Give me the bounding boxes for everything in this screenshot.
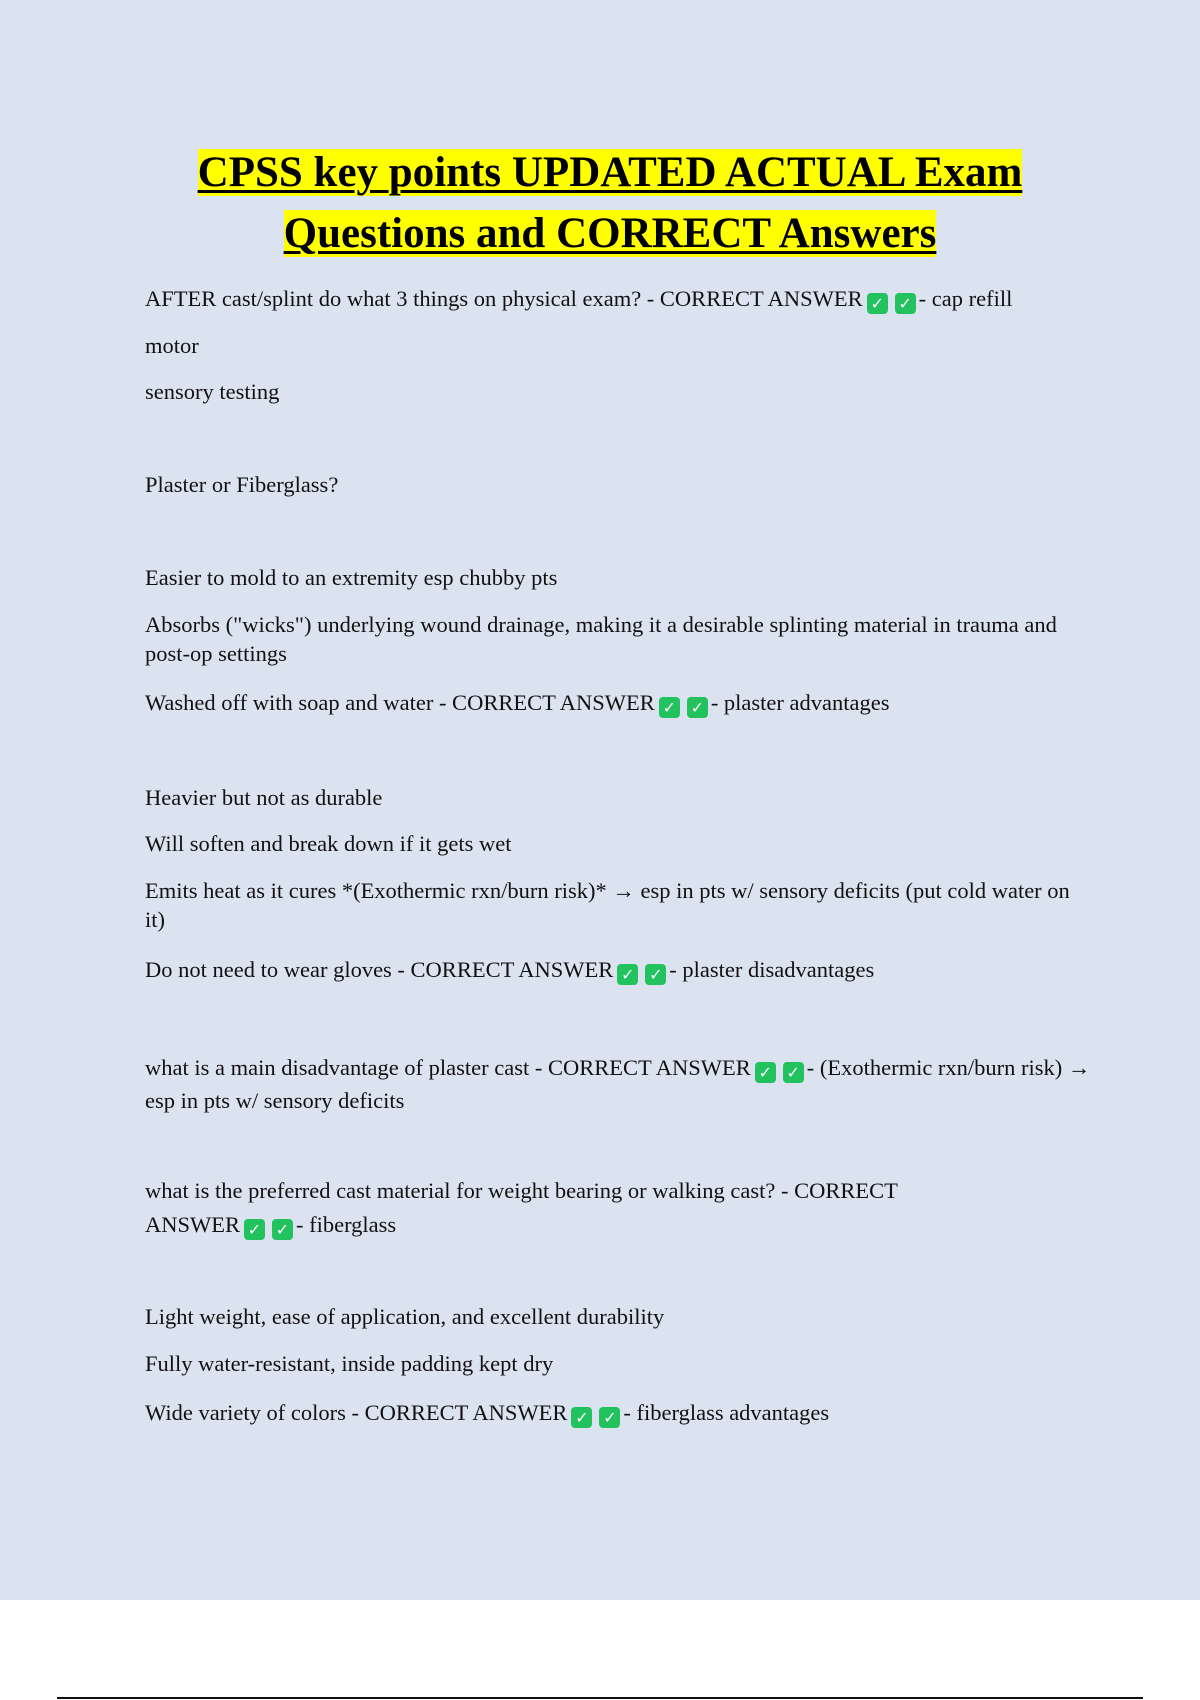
qa-2-item-1: Easier to mold to an extremity esp chubby pts (145, 565, 558, 590)
document-title (130, 142, 1090, 264)
check-icon: ✓ (244, 1219, 265, 1240)
check-icon: ✓ (783, 1062, 804, 1083)
qa-3-answer: - plaster disadvantages (669, 957, 875, 982)
check-icon: ✓ (755, 1062, 776, 1083)
check-icon: ✓ (645, 964, 666, 985)
check-icon: ✓ (272, 1219, 293, 1240)
qa-6-answer: - fiberglass advantages (623, 1400, 830, 1425)
check-icon: ✓ (599, 1407, 620, 1428)
qa-3-item-3: Emits heat as it cures *(Exothermic rxn/burn risk)* → esp in pts w/ sensory deficits (put cold water on it) (145, 878, 1070, 932)
check-icon: ✓ (659, 697, 680, 718)
check-icon: ✓ (571, 1407, 592, 1428)
qa-3-question-line (145, 955, 1095, 985)
qa-2-intro: Plaster or Fiberglass? (145, 472, 339, 497)
qa-3-question: Do not need to wear gloves - CORRECT ANSWER (145, 957, 614, 982)
qa-4-question-line (145, 1051, 1095, 1117)
qa-5-question-line (145, 1174, 975, 1242)
qa-4-answer: - (Exothermic rxn/burn risk) → esp in pts w/ sensory deficits (145, 1055, 1091, 1113)
check-icon: ✓ (687, 697, 708, 718)
qa-2-item-2: Absorbs ("wicks") underlying wound drainage, making it a desirable splinting material in trauma and post-op settings (145, 612, 1057, 666)
qa-2-question: Washed off with soap and water - CORRECT ANSWER (145, 690, 655, 715)
qa-5-question: what is the preferred cast material for weight bearing or walking cast? - CORRECT ANSWER (145, 1178, 898, 1237)
qa-3-item-2: Will soften and break down if it gets wet (145, 831, 512, 856)
qa-1-question: AFTER cast/splint do what 3 things on physical exam? - CORRECT ANSWER (145, 286, 863, 311)
qa-6-item-2: Fully water-resistant, inside padding kept dry (145, 1351, 554, 1376)
qa-1-extra-2: sensory testing (145, 379, 280, 404)
qa-1-question-line (145, 284, 1095, 314)
check-icon: ✓ (895, 293, 916, 314)
check-icon: ✓ (617, 964, 638, 985)
qa-5-answer: - fiberglass (296, 1212, 397, 1237)
check-icon: ✓ (867, 293, 888, 314)
qa-3-item-1: Heavier but not as durable (145, 785, 383, 810)
title-line-1: CPSS key points UPDATED ACTUAL Exam (197, 149, 1023, 196)
page-footer (0, 1600, 1200, 1700)
qa-1-extra-1: motor (145, 333, 199, 358)
qa-2-question-line (145, 688, 1095, 718)
qa-1-answer: - cap refill (918, 286, 1013, 311)
footer-divider (57, 1697, 1143, 1699)
qa-6-question-line (145, 1398, 1095, 1428)
qa-2-answer: - plaster advantages (710, 690, 890, 715)
qa-6-question: Wide variety of colors - CORRECT ANSWER (145, 1400, 568, 1425)
qa-4-question: what is a main disadvantage of plaster cast - CORRECT ANSWER (145, 1055, 751, 1080)
qa-6-item-1: Light weight, ease of application, and excellent durability (145, 1304, 665, 1329)
title-line-2: Questions and CORRECT Answers (283, 210, 937, 257)
